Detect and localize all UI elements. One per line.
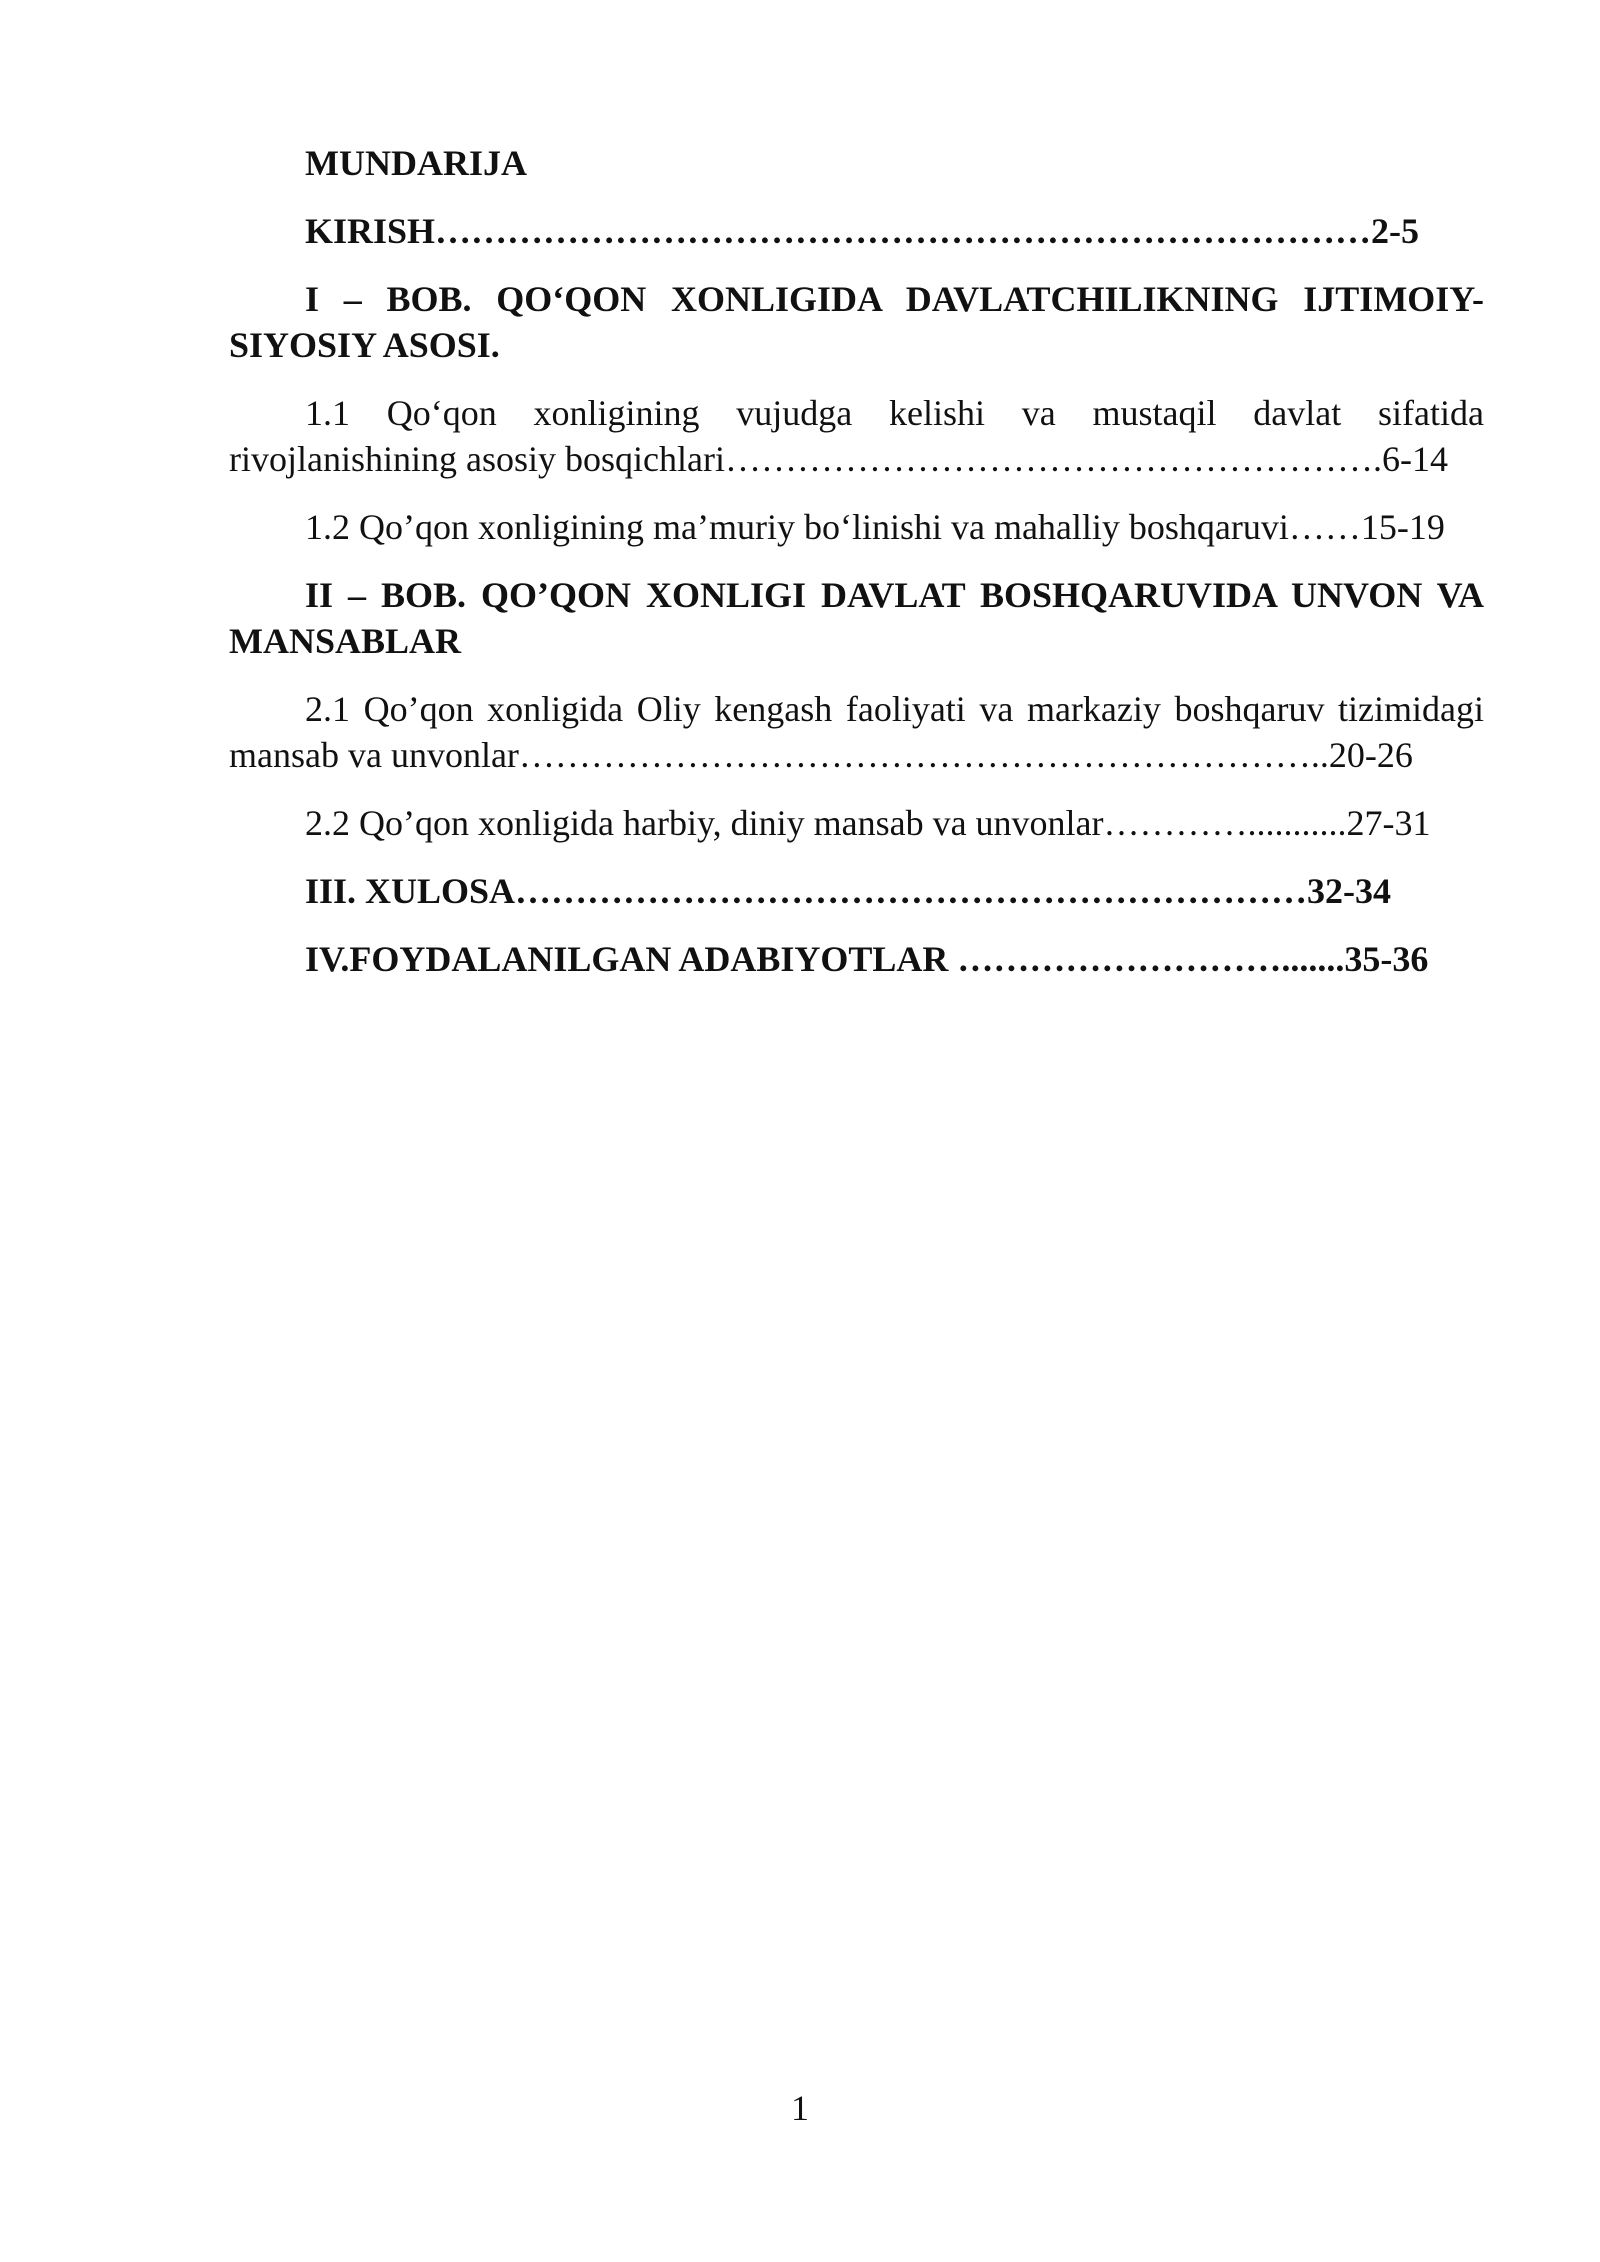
toc-section-1-1 xyxy=(229,390,1484,482)
toc-section-2-1 xyxy=(229,686,1484,778)
toc-title: MUNDARIJA xyxy=(305,143,527,183)
toc-chapter-2-line2: MANSABLAR xyxy=(229,621,462,661)
toc-section-1-2: 1.2 Qo’qon xonligining ma’muriy bo‘linishi va mahalliy boshqaruvi……15-19 xyxy=(305,507,1445,547)
toc-section-2-2: 2.2 Qo’qon xonligida harbiy, diniy mansab va unvonlar…………...........27-31 xyxy=(305,803,1431,843)
toc-entry-adabiyotlar: IV.FOYDALANILGAN ADABIYOTLAR ……………………….......35-36 xyxy=(305,939,1429,979)
toc-chapter-1-line1: I – BOB. QO‘QON XONLIGIDA DAVLATCHILIKNING IJTIMOIY- xyxy=(305,279,1484,319)
toc-chapter-1-line2: SIYOSIY ASOSI. xyxy=(229,325,500,365)
toc-chapter-2-line1: II – BOB. QO’QON XONLIGI DAVLAT BOSHQARUVIDA UNVON VA xyxy=(305,575,1484,615)
toc-chapter-2 xyxy=(229,572,1484,664)
toc-section-1-1-line1: 1.1 Qo‘qon xonligining vujudga kelishi va mustaqil davlat sifatida xyxy=(305,393,1484,433)
toc-section-2-1-line2: mansab va unvonlar…………………………………………………………..20-26 xyxy=(229,735,1413,775)
toc-section-1-1-line2: rivojlanishining asosiy bosqichlari……………………………………………….6-14 xyxy=(229,439,1448,479)
toc-entry-xulosa: III. XULOSA…………………………………………………………32-34 xyxy=(305,871,1392,911)
table-of-contents xyxy=(229,140,1484,982)
toc-section-2-1-line1: 2.1 Qo’qon xonligida Oliy kengash faoliyati va markaziy boshqaruv tizimidagi xyxy=(305,689,1484,729)
toc-entry-kirish: KIRISH……………………………………………………………………2-5 xyxy=(305,211,1420,251)
page-number: 1 xyxy=(791,2088,809,2128)
toc-chapter-1 xyxy=(229,276,1484,368)
